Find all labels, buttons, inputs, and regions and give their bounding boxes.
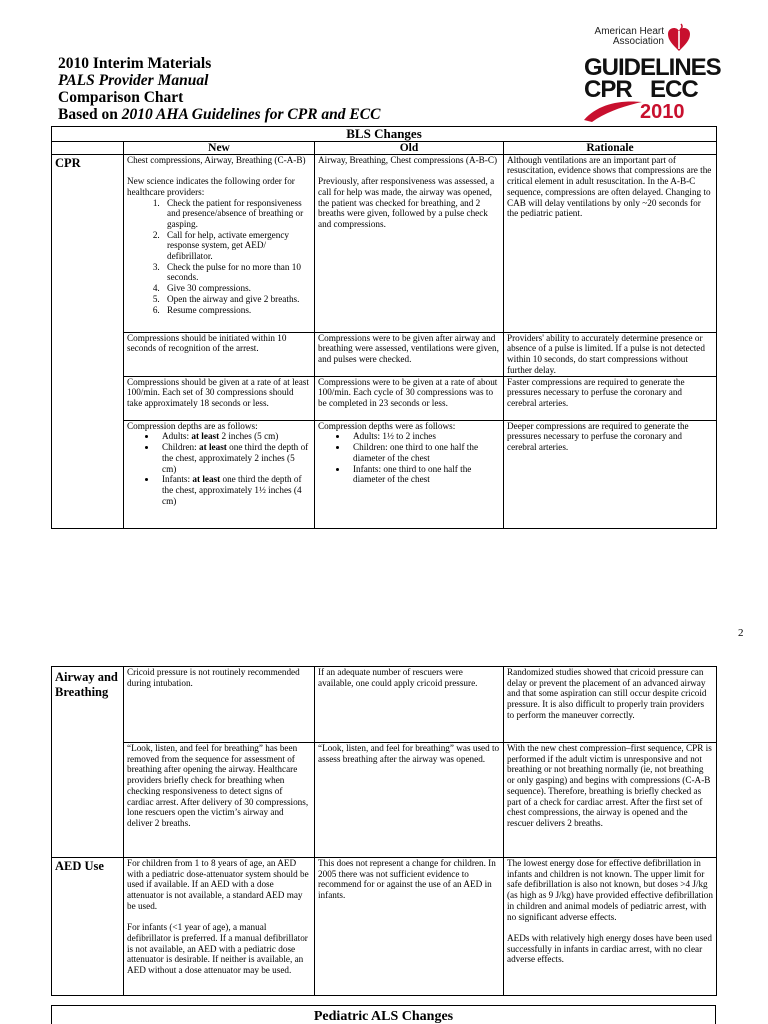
list-item: 1. Check the patient for responsiveness and presence/absence of breathing or gasping. <box>162 198 311 230</box>
look-listen-feel-old: “Look, listen, and feel for breathing” was used to assess breathing after the airway was opened. <box>315 743 504 858</box>
pediatric-als-changes-title: Pediatric ALS Changes <box>51 1005 716 1024</box>
compression-depth-rationale: Deeper compressions are required to generate the pressures necessary to perfuse the coronary and cerebral arteries. <box>504 420 717 528</box>
compression-start-rationale: Providers' ability to accurately determine presence or absence of a pulse is limited. If a pulse is not detected within 10 seconds, do start compressions without further delay. <box>504 332 717 376</box>
column-header-row <box>52 141 717 154</box>
aed-use-rationale: The lowest energy dose for effective defibrillation in infants and children is not known. The upper limit for safe defibrillation is also not known, but doses >4 J/kg (as high as 9 J/kg) have provided effective defibrillation in children and animal models of pediatric arrest, with no significant adverse effects. AEDs with relatively high energy doses have been used successfully in infants in cardiac arrest, with no clear adverse effects. <box>504 858 717 996</box>
logo-guidelines-word: GUIDELINES <box>584 54 721 81</box>
category-aed-use: AED Use <box>52 858 124 996</box>
table-row <box>52 376 717 420</box>
header-line-chart: Comparison Chart <box>58 89 184 106</box>
cricoid-pressure-old: If an adequate number of rescuers were available, one could apply cricoid pressure. <box>315 667 504 743</box>
header-line-interim: 2010 Interim Materials <box>58 55 212 72</box>
header-line-manual: PALS Provider Manual <box>58 72 209 89</box>
list-item: • Children: one third to one half the diameter of the chest <box>348 442 500 463</box>
list-item: 4. Give 30 compressions. <box>162 283 311 294</box>
look-listen-feel-rationale: With the new chest compression–first sequence, CPR is performed if the adult victim is unresponsive and not breathing or not breathing normally (ie, not breathing or only gasping) and begins with compressions (C-A-B sequence). Therefore, breathing is briefly checked as part of a check for cardiac arrest. After the first set of chest compressions, the airway is opened and the rescuer delivers 2 breaths. <box>504 743 717 858</box>
cricoid-pressure-rationale: Randomized studies showed that cricoid pressure can delay or prevent the placement of an advanced airway and that some aspiration can still occur despite cricoid pressure. It is also difficult to properly train providers to perform the maneuver correctly. <box>504 667 717 743</box>
compression-start-new: Compressions should be initiated within 10 seconds of recognition of the arrest. <box>124 332 315 376</box>
compression-rate-rationale: Faster compressions are required to generate the pressures necessary to perfuse the coronary and cerebral arteries. <box>504 376 717 420</box>
column-header-rationale: Rationale <box>504 141 717 154</box>
table-row <box>52 858 717 996</box>
list-item: • Children: at least one third the depth of the chest, approximately 2 inches (5 cm) <box>157 442 311 474</box>
table-row <box>52 420 717 528</box>
column-header-old: Old <box>315 141 504 154</box>
compression-depth-old: Compression depths were as follows: • Adults: 1½ to 2 inches • Children: one third to one half the diameter of the chest • Infants: one third to one half the diameter of the chest <box>315 420 504 528</box>
bls-changes-title: BLS Changes <box>52 127 717 142</box>
cpr-sequence-new: Chest compressions, Airway, Breathing (C-A-B) New science indicates the following order for healthcare providers: 1. Check the patient for responsiveness and presence/absence of breathing or gasping. 2. Call for help, activate emergency response system, get AED/ defibrillator. 3. Check the pulse for no more than 10 seconds. 4. Give 30 compressions. 5. Open the airway and give 2 breaths. 6. Resume compressions. <box>124 154 315 332</box>
category-airway-breathing: Airway and Breathing <box>52 667 124 858</box>
list-item: • Infants: at least one third the depth of the chest, approximately 1½ inches (4 cm) <box>157 474 311 506</box>
table-row <box>52 667 717 743</box>
aha-name: American Heart Association <box>594 26 664 47</box>
category-cpr: CPR <box>52 154 124 528</box>
cpr-steps-list <box>162 198 311 316</box>
depth-list-old <box>348 431 500 485</box>
list-item: 6. Resume compressions. <box>162 305 311 316</box>
aed-use-old: This does not represent a change for children. In 2005 there was not sufficient evidence to recommend for or against the use of an AED in infants. <box>315 858 504 996</box>
cpr-sequence-rationale: Although ventilations are an important part of resuscitation, evidence shows that compressions are the critical element in adult resuscitation. In the A-B-C sequence, compressions are often delayed. Changing to CAB will delay ventilations by only ~20 seconds for the pediatric patient. <box>504 154 717 332</box>
logo-cpr-ecc: CPR ECC <box>584 76 698 103</box>
aha-guidelines-logo <box>584 22 721 124</box>
document-header <box>58 55 518 123</box>
page-number: 2 <box>738 627 744 639</box>
list-item: • Adults: 1½ to 2 inches <box>348 431 500 442</box>
compression-start-old: Compressions were to be given after airway and breathing were assessed, ventilations were given, and pulses were checked. <box>315 332 504 376</box>
cricoid-pressure-new: Cricoid pressure is not routinely recommended during intubation. <box>124 667 315 743</box>
cpr-sequence-old: Airway, Breathing, Chest compressions (A-B-C) Previously, after responsiveness was assessed, a call for help was made, the airway was opened, the patient was checked for breathing, and 2 breaths were given, followed by a pulse check and compressions. <box>315 154 504 332</box>
look-listen-feel-new: “Look, listen, and feel for breathing” has been removed from the sequence for assessment of breathing after opening the airway. Healthcare providers briefly check for breathing when checking responsiveness to detect signs of cardiac arrest. After delivery of 30 compressions, lone rescuers open the victim’s airway and deliver 2 breaths. <box>124 743 315 858</box>
aed-use-new: For children from 1 to 8 years of age, an AED with a pediatric dose-attenuator system should be used if available. If an AED with a dose attenuator is not available, a standard AED may be used. For infants (<1 year of age), a manual defibrillator is preferred. If a manual defibrillator is not available, an AED with a pediatric dose attenuator is desirable. If neither is available, an AED without a dose attenuator may be used. <box>124 858 315 996</box>
compression-depth-new: Compression depths are as follows: • Adults: at least 2 inches (5 cm) • Children: at least one third the depth of the chest, approximately 2 inches (5 cm) • Infants: at least one third the depth of the chest, approximately 1½ inches (4 cm) <box>124 420 315 528</box>
compression-rate-new: Compressions should be given at a rate of at least 100/min. Each set of 30 compressions should take approximately 18 seconds or less. <box>124 376 315 420</box>
bls-changes-table-continued <box>51 666 717 996</box>
list-item: 3. Check the pulse for no more than 10 seconds. <box>162 262 311 283</box>
list-item: 2. Call for help, activate emergency response system, get AED/ defibrillator. <box>162 230 311 262</box>
header-line-based-on: Based on 2010 AHA Guidelines for CPR and ECC <box>58 106 381 123</box>
compression-rate-old: Compressions were to be given at a rate of about 100/min. Each cycle of 30 compressions was to be completed in 23 seconds or less. <box>315 376 504 420</box>
logo-swoosh-icon <box>584 100 642 122</box>
column-header-category <box>52 141 124 154</box>
column-header-new: New <box>124 141 315 154</box>
table-row <box>52 743 717 858</box>
list-item: 5. Open the airway and give 2 breaths. <box>162 294 311 305</box>
aha-heart-torch-icon <box>668 22 690 52</box>
table-row <box>52 332 717 376</box>
list-item: • Adults: at least 2 inches (5 cm) <box>157 431 311 442</box>
guidelines-title: 2010 AHA Guidelines for CPR and ECC <box>121 106 381 123</box>
logo-year: 2010 <box>640 101 685 123</box>
list-item: • Infants: one third to one half the diameter of the chest <box>348 464 500 485</box>
table-row <box>52 154 717 332</box>
depth-list-new <box>157 431 311 506</box>
bls-changes-table <box>51 126 717 529</box>
